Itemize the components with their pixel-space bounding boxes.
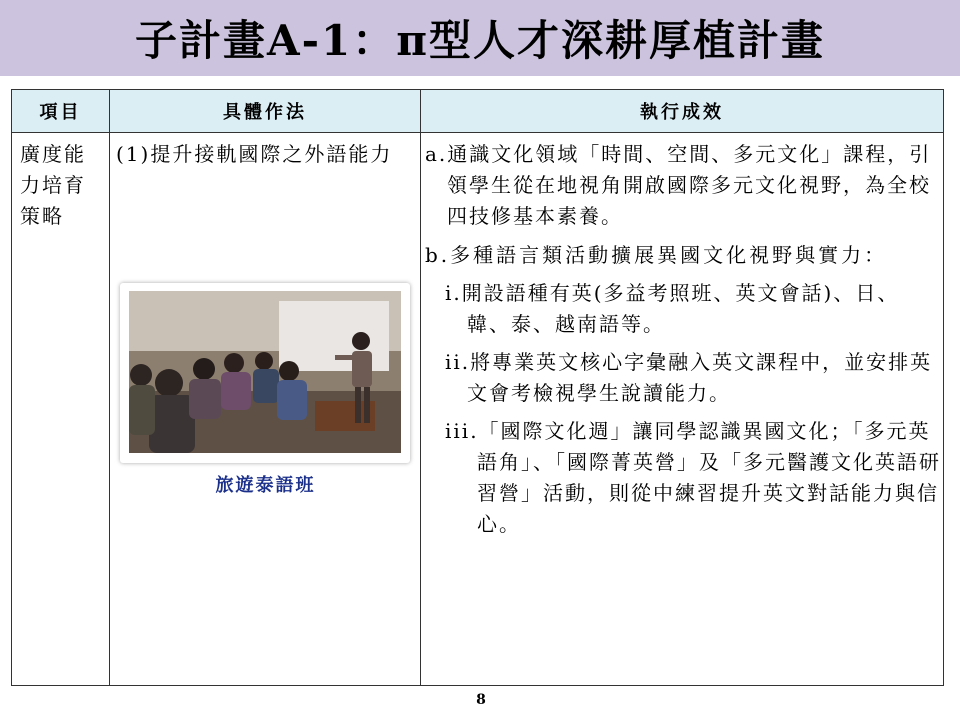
result-sub-item-iii: iii.「國際文化週」讓同學認識異國文化；「多元英語角」、「國際菁英營」及「多元醫護文化英語研習營」活動，則從中練習提升英文對話能力與信心。 — [445, 419, 941, 536]
page-title: 子計畫A-1：π型人才深耕厚植計畫 — [135, 16, 825, 65]
practice-item: (1)提升接軌國際之外語能力 — [116, 142, 393, 166]
classroom-photo-image — [129, 291, 401, 453]
result-item-b: b.多種語言類活動擴展異國文化視野與實力： — [425, 243, 888, 267]
result-sub-item-i: i.開設語種有英(多益考照班、英文會話)、日、韓、泰、越南語等。 — [445, 281, 900, 336]
class-photo — [120, 283, 410, 463]
result-item-a: a.通識文化領域「時間、空間、多元文化」課程，引領學生從在地視角開啟國際多元文化視野，為全校四技修基本素養。 — [425, 142, 932, 228]
table-row — [12, 133, 944, 686]
category-text: 廣度能力培育策略 — [20, 142, 86, 228]
header-results: 執行成效 — [421, 90, 944, 133]
photo-caption: 旅遊泰語班 — [215, 475, 316, 496]
results-cell — [421, 133, 944, 686]
result-sub-item-ii: ii.將專業英文核心字彙融入英文課程中，並安排英文會考檢視學生說讀能力。 — [445, 350, 933, 405]
header-practice: 具體作法 — [110, 90, 421, 133]
category-cell — [12, 133, 110, 686]
content-table — [11, 89, 944, 686]
page-number: 8 — [476, 692, 486, 708]
header-item: 項目 — [12, 90, 110, 133]
header-row — [12, 90, 944, 133]
practice-cell — [110, 133, 421, 686]
title-bar — [0, 0, 960, 76]
